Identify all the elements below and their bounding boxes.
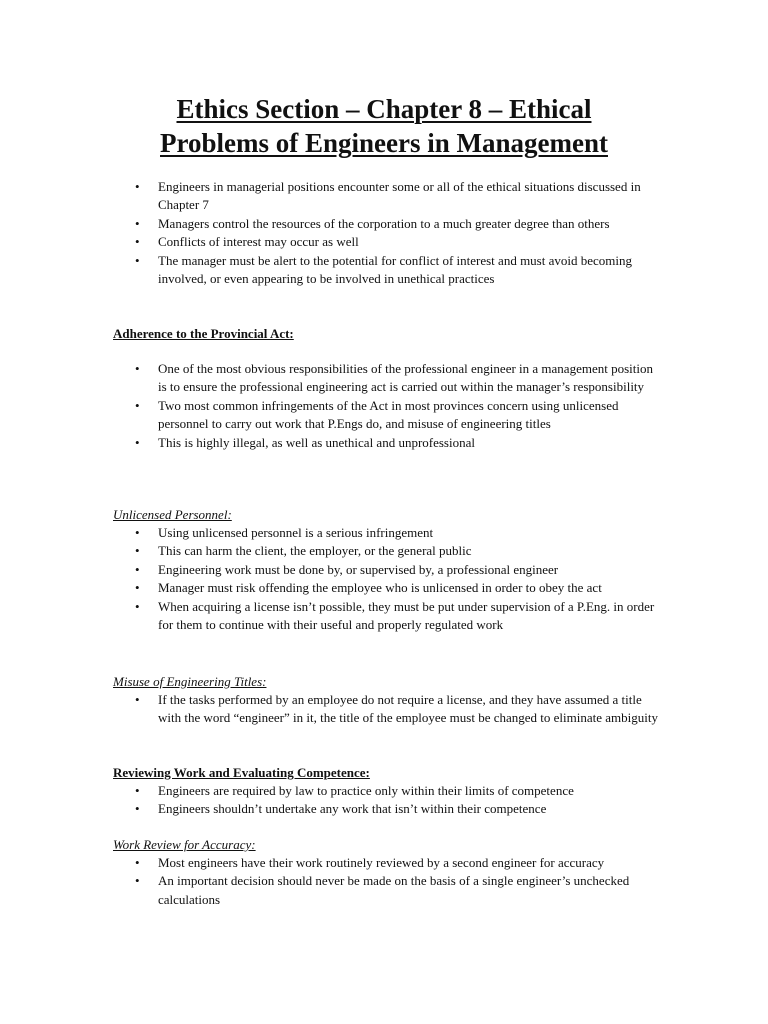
list-item: • Most engineers have their work routinely reviewed by a second engineer for accuracy [113,854,658,872]
section-heading: Work Review for Accuracy: [113,837,256,852]
page-title-line-2: Problems of Engineers in Management [160,128,608,158]
misuse-list [113,691,658,728]
list-item: • Engineers in managerial positions encounter some or all of the ethical situations discussed in Chapter 7 [135,179,641,213]
list-item: • Managers control the resources of the corporation to a much greater degree than others [113,215,658,233]
list-item: • Engineering work must be done by, or supervised by, a professional engineer [113,561,658,579]
accuracy-section [113,836,658,909]
bullet-icon: • [135,234,140,250]
bullet-icon: • [135,873,140,889]
bullet-icon: • [135,855,140,870]
page-title-line-1: Ethics Section – Chapter 8 – Ethical [176,94,592,124]
reviewing-list [113,782,658,819]
bullet-icon: • [135,783,140,798]
list-item: • Engineers shouldn’t undertake any work that isn’t within their competence [113,800,658,818]
section-heading: Unlicensed Personnel: [113,507,232,522]
list-item: • When acquiring a license isn’t possible, they must be put under supervision of a P.Eng. in order for them to continue with their useful and properly regulated work [135,598,655,633]
bullet-icon: • [135,692,140,707]
section-heading: Reviewing Work and Evaluating Competence: [113,765,370,780]
bullet-icon: • [135,561,140,577]
intro-list [113,178,658,288]
reviewing-section [113,764,658,819]
intro-section [113,178,658,288]
list-item: • This is highly illegal, as well as unethical and unprofessional [113,434,658,452]
list-item: • This can harm the client, the employer, or the general public [113,542,658,560]
accuracy-list [113,854,658,909]
list-item: • The manager must be alert to the potential for conflict of interest and must avoid becoming involved, or even appearing to be involved in unethical practices [135,252,632,287]
list-item: • Engineers are required by law to practice only within their limits of competence [113,782,658,800]
bullet-icon: • [135,434,140,450]
list-item: • An important decision should never be made on the basis of a single engineer’s unchecked calculations [135,873,630,907]
section-heading: Adherence to the Provincial Act: [113,326,294,341]
provincial-act-section [113,325,658,343]
list-item: • If the tasks performed by an employee do not require a license, and they have assumed a title with the word “engineer” in it, the title of the employee must be changed to eliminate ambiguity [135,692,658,726]
bullet-icon: • [135,801,140,817]
bullet-icon: • [135,215,140,231]
bullet-icon: • [135,252,140,268]
bullet-icon: • [135,598,140,614]
page-title [0,92,768,160]
section-heading: Misuse of Engineering Titles: [113,674,267,689]
misuse-section [113,673,658,728]
bullet-icon: • [135,525,140,540]
provincial-act-body [113,360,658,452]
bullet-icon: • [135,179,140,194]
list-item: • One of the most obvious responsibilities of the professional engineer in a management position is to ensure the professional engineering act is carried out within the manager’s responsibility [135,361,653,395]
bullet-icon: • [135,397,140,413]
bullet-icon: • [135,361,140,376]
list-item: • Using unlicensed personnel is a serious infringement [113,524,658,542]
unlicensed-list [113,524,658,634]
list-item: • Conflicts of interest may occur as well [113,233,658,251]
provincial-act-list [113,360,658,452]
list-item: • Two most common infringements of the Act in most provinces concern using unlicensed personnel to carry out work that P.Engs do, and misuse of engineering titles [135,397,619,432]
bullet-icon: • [135,580,140,596]
list-item: • Manager must risk offending the employee who is unlicensed in order to obey the act [113,579,658,597]
unlicensed-section [113,506,658,634]
bullet-icon: • [135,543,140,559]
